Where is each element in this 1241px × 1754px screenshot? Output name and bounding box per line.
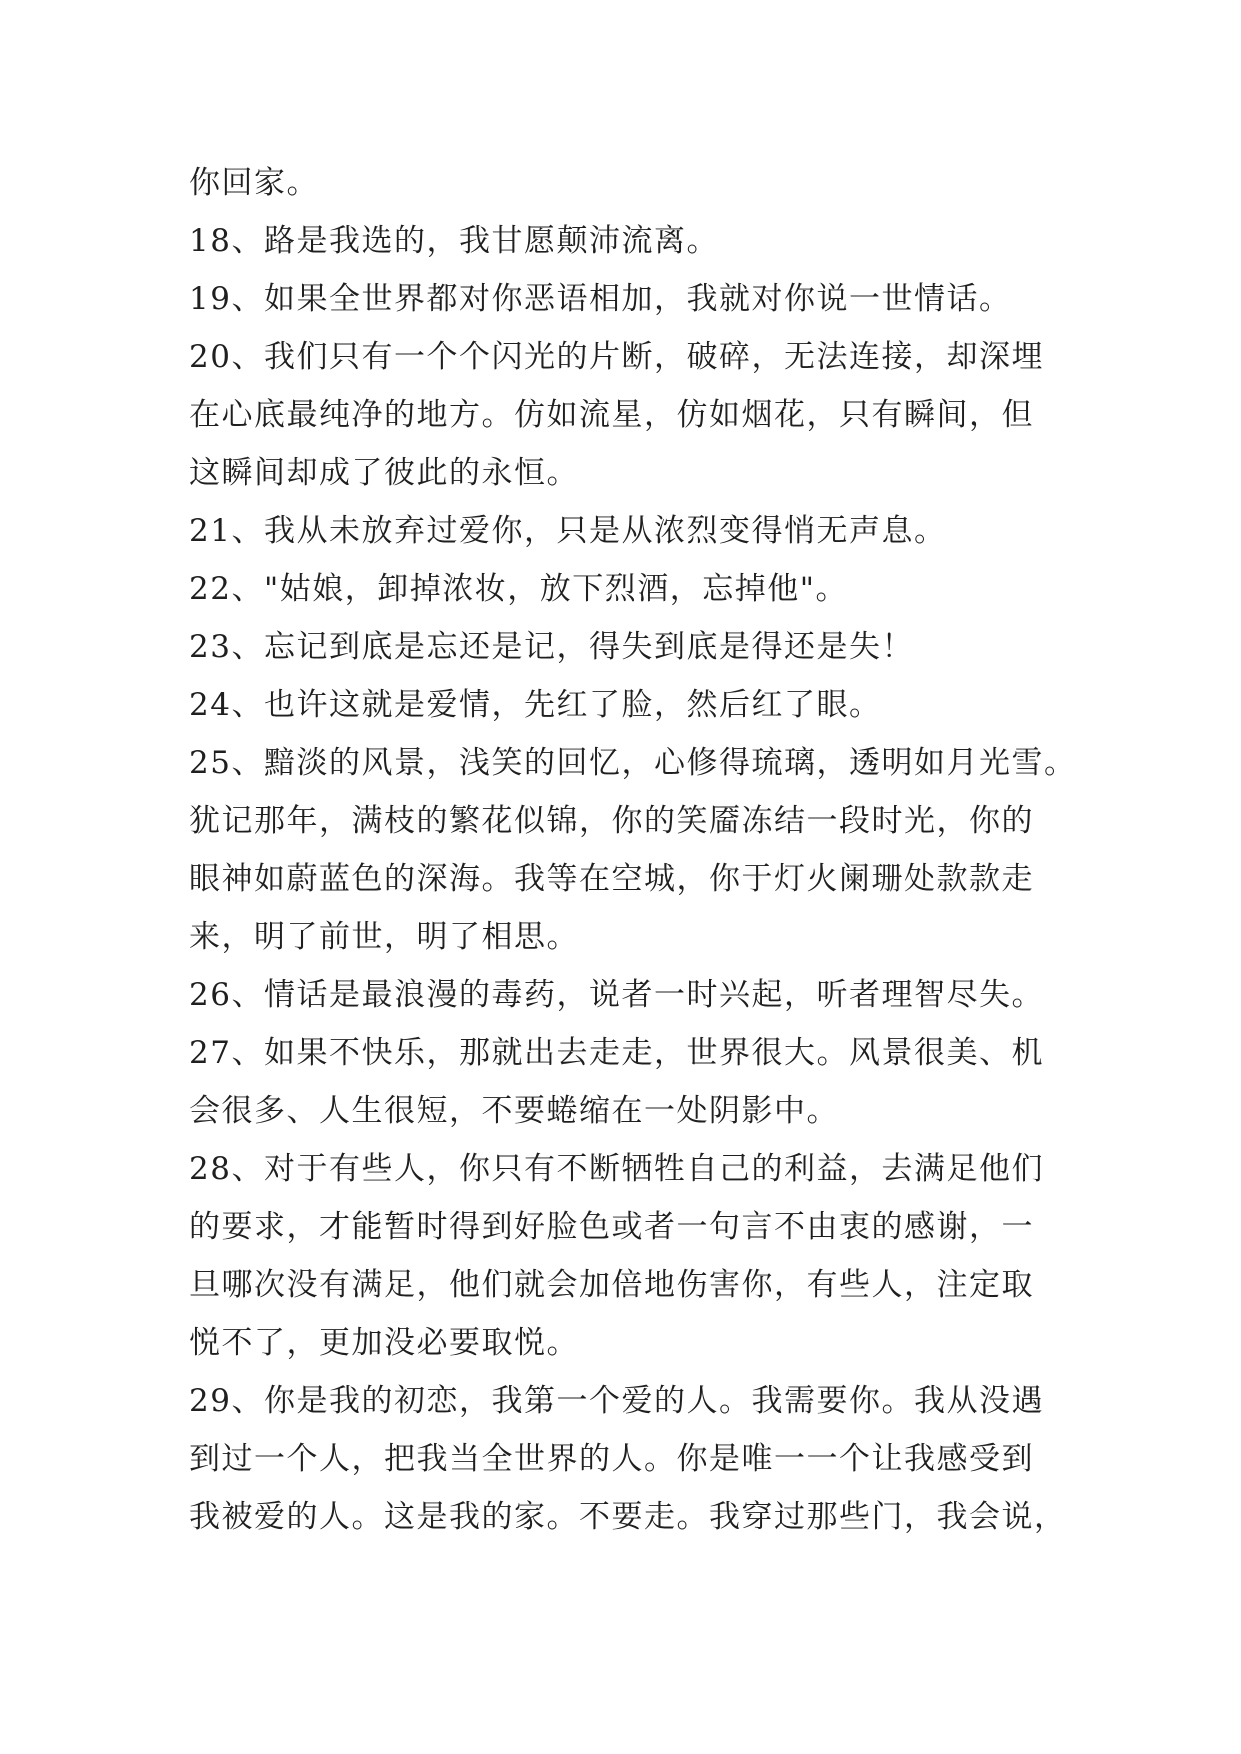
text-line: 19、如果全世界都对你恶语相加，我就对你说一世情话。 [189, 281, 1012, 317]
text-line: 眼神如蔚蓝色的深海。我等在空城，你于灯火阑珊处款款走 [189, 861, 1034, 897]
text-line: 悦不了，更加没必要取悦。 [189, 1325, 579, 1361]
text-line: 27、如果不快乐，那就出去走走，世界很大。风景很美、机 [189, 1035, 1044, 1071]
text-line: 我被爱的人。这是我的家。不要走。我穿过那些门，我会说， [189, 1499, 1067, 1535]
text-line: 21、我从未放弃过爱你，只是从浓烈变得悄无声息。 [189, 513, 947, 549]
text-line: 25、黯淡的风景，浅笑的回忆，心修得琉璃，透明如月光雪。 [189, 745, 1077, 781]
text-line: 28、对于有些人，你只有不断牺牲自己的利益，去满足他们 [189, 1151, 1044, 1187]
text-line: 18、路是我选的，我甘愿颠沛流离。 [189, 223, 719, 259]
text-line: 26、情话是最浪漫的毒药，说者一时兴起，听者理智尽失。 [189, 977, 1044, 1013]
document-body [189, 154, 1089, 1546]
text-line: 22、"姑娘，卸掉浓妆，放下烈酒，忘掉他"。 [189, 571, 848, 607]
text-line: 会很多、人生很短，不要蜷缩在一处阴影中。 [189, 1093, 839, 1129]
text-line: 在心底最纯净的地方。仿如流星，仿如烟花，只有瞬间，但 [189, 397, 1034, 433]
text-line: 你回家。 [189, 165, 319, 201]
text-line: 的要求，才能暂时得到好脸色或者一句言不由衷的感谢，一 [189, 1209, 1034, 1245]
text-line: 23、忘记到底是忘还是记，得失到底是得还是失！ [189, 629, 914, 665]
text-line: 来，明了前世，明了相思。 [189, 919, 579, 955]
text-line: 20、我们只有一个个闪光的片断，破碎，无法连接，却深埋 [189, 339, 1044, 375]
text-line: 这瞬间却成了彼此的永恒。 [189, 455, 579, 491]
text-line: 到过一个人，把我当全世界的人。你是唯一一个让我感受到 [189, 1441, 1034, 1477]
text-line: 24、也许这就是爱情，先红了脸，然后红了眼。 [189, 687, 882, 723]
text-line: 29、你是我的初恋，我第一个爱的人。我需要你。我从没遇 [189, 1383, 1044, 1419]
text-line: 犹记那年，满枝的繁花似锦，你的笑靥冻结一段时光，你的 [189, 803, 1034, 839]
text-line: 旦哪次没有满足，他们就会加倍地伤害你，有些人，注定取 [189, 1267, 1034, 1303]
